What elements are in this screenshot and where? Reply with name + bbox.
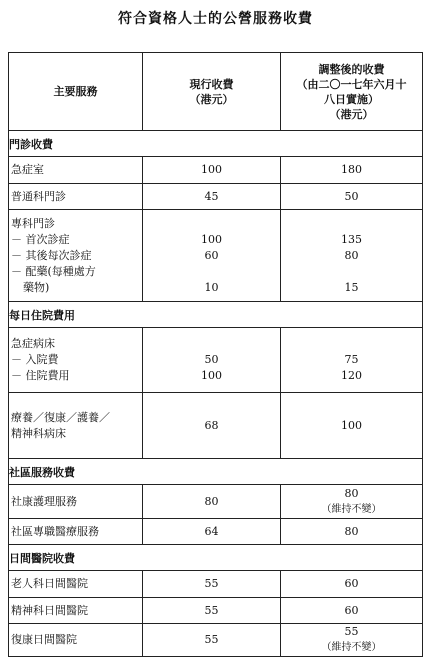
header-new-line: （由二〇一七年六月十 <box>296 77 407 91</box>
header-current-line: 現行收費 <box>189 77 234 91</box>
service-name <box>9 328 143 393</box>
new-fee-value: 80 <box>344 248 359 262</box>
table-row <box>9 184 423 210</box>
new-fee <box>281 210 423 302</box>
table-row <box>9 328 423 393</box>
header-new-line: 八日實施） <box>324 92 379 106</box>
section-row <box>9 302 423 328</box>
section-community: 社區服務收費 <box>9 459 423 485</box>
service-subitem: － 入院費 <box>11 353 59 366</box>
new-fee: 50 <box>281 184 423 210</box>
header-new-fee <box>281 53 423 131</box>
new-fee: 100 <box>281 393 423 459</box>
new-fee-value: 75 <box>344 353 359 366</box>
current-fee: 100 <box>143 157 281 184</box>
current-fee: 64 <box>143 519 281 545</box>
current-fee: 55 <box>143 624 281 657</box>
section-inpatient: 每日住院費用 <box>9 302 423 328</box>
service-name: 精神科日間醫院 <box>9 598 143 624</box>
new-fee: 60 <box>281 571 423 598</box>
service-name-line: 精神科病床 <box>11 426 66 440</box>
current-fee <box>143 328 281 393</box>
table-row <box>9 210 423 302</box>
new-fee <box>281 485 423 519</box>
service-name <box>9 393 143 459</box>
new-fee-value: 120 <box>341 369 362 382</box>
service-name <box>9 210 143 302</box>
header-new-line: （港元） <box>329 107 374 121</box>
header-main-service: 主要服務 <box>9 53 143 131</box>
current-fee: 55 <box>143 598 281 624</box>
service-name: 復康日間醫院 <box>9 624 143 657</box>
current-fee <box>143 210 281 302</box>
service-name-line: 療養／復康／護養／ <box>11 410 110 424</box>
unchanged-note: （維持不變） <box>321 642 382 653</box>
new-fee-value: 80 <box>344 486 359 500</box>
page-title: 符合資格人士的公營服務收費 <box>118 11 313 27</box>
service-subitem: － 住院費用 <box>11 369 70 382</box>
new-fee-value: 55 <box>344 625 359 638</box>
current-fee-value: 100 <box>201 369 222 382</box>
header-current-fee <box>143 53 281 131</box>
section-row <box>9 459 423 485</box>
header-new-line: 調整後的收費 <box>318 62 385 76</box>
table-row <box>9 624 423 657</box>
service-group-title: 專科門診 <box>11 216 55 230</box>
new-fee <box>281 624 423 657</box>
service-name: 普通科門診 <box>9 184 143 210</box>
current-fee: 45 <box>143 184 281 210</box>
service-group-title: 急症病床 <box>11 337 55 350</box>
current-fee: 80 <box>143 485 281 519</box>
unchanged-note: （維持不變） <box>321 503 382 515</box>
service-subitem: － 配藥(每種處方 <box>11 264 96 278</box>
section-row <box>9 131 423 157</box>
service-subitem: － 其後每次診症 <box>11 248 92 262</box>
new-fee: 60 <box>281 598 423 624</box>
table-row <box>9 157 423 184</box>
current-fee-value: 100 <box>201 232 222 246</box>
service-name: 社康護理服務 <box>9 485 143 519</box>
section-outpatient: 門診收費 <box>9 131 423 157</box>
current-fee: 55 <box>143 571 281 598</box>
new-fee: 80 <box>281 519 423 545</box>
table-row <box>9 598 423 624</box>
service-subitem: － 首次診症 <box>11 232 70 246</box>
fee-table <box>8 52 423 657</box>
table-row <box>9 485 423 519</box>
new-fee-value: 15 <box>344 280 359 294</box>
service-name: 社區專職醫療服務 <box>9 519 143 545</box>
header-current-line: （港元） <box>189 92 234 106</box>
current-fee-value: 50 <box>204 353 219 366</box>
table-row <box>9 393 423 459</box>
current-fee: 68 <box>143 393 281 459</box>
table-row <box>9 519 423 545</box>
current-fee-value: 60 <box>204 248 219 262</box>
section-dayhospital: 日間醫院收費 <box>9 545 423 571</box>
service-name: 急症室 <box>9 157 143 184</box>
table-row <box>9 571 423 598</box>
current-fee-value: 10 <box>204 280 219 294</box>
new-fee-value: 135 <box>341 232 362 246</box>
service-name: 老人科日間醫院 <box>9 571 143 598</box>
new-fee: 180 <box>281 157 423 184</box>
new-fee <box>281 328 423 393</box>
service-subitem-cont: 藥物) <box>23 280 50 294</box>
table-header-row <box>9 53 423 131</box>
section-row <box>9 545 423 571</box>
